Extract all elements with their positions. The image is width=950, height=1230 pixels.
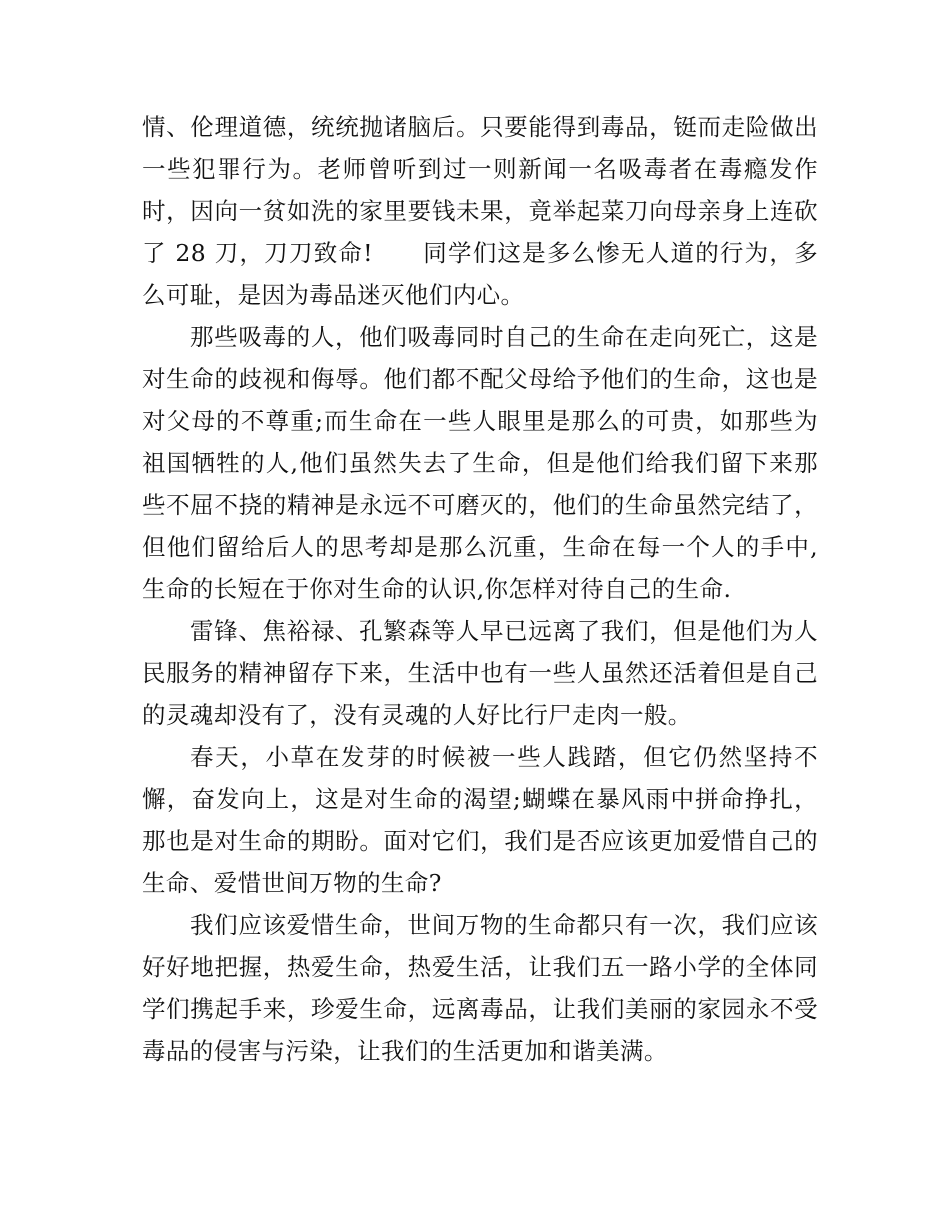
paragraph-5: 我们应该爱惜生命，世间万物的生命都只有一次，我们应该好好地把握，热爱生命，热爱生活，让我们五一路小学的全体同学们携起手来，珍爱生命，远离毒品，让我们美丽的家园永不受毒品的侵害与污染，让我们的生活更加和谐美满。 <box>142 911 818 1065</box>
paragraph-3: 雷锋、焦裕禄、孔繁森等人早已远离了我们，但是他们为人民服务的精神留存下来，生活中也有一些人虽然还活着但是自己的灵魂却没有了，没有灵魂的人好比行尸走肉一般。 <box>142 617 818 729</box>
paragraph-4: 春天，小草在发芽的时候被一些人践踏，但它仍然坚持不懈，奋发向上，这是对生命的渴望;蝴蝶在暴风雨中拼命挣扎，那也是对生命的期盼。面对它们，我们是否应该更加爱惜自己的生命、爱惜世间万物的生命? <box>142 743 818 897</box>
paragraph-2: 那些吸毒的人，他们吸毒同时自己的生命在走向死亡，这是对生命的歧视和侮辱。他们都不配父母给予他们的生命，这也是对父母的不尊重;而生命在一些人眼里是那么的可贵，如那些为祖国牺牲的人,他们虽然失去了生命，但是他们给我们留下来那些不屈不挠的精神是永远不可磨灭的，他们的生命虽然完结了，但他们留给后人的思考却是那么沉重，生命在每一个人的手中,生命的长短在于你对生命的认识,你怎样对待自己的生命. <box>142 323 818 603</box>
paragraph-1: 情、伦理道德，统统抛诸脑后。只要能得到毒品，铤而走险做出一些犯罪行为。老师曾听到过一则新闻一名吸毒者在毒瘾发作时，因向一贫如洗的家里要钱未果，竟举起菜刀向母亲身上连砍了 28 刀，刀刀致命! 同学们这是多么惨无人道的行为，多么可耻，是因为毒品迷灭他们内心。 <box>142 113 818 309</box>
document-body <box>142 106 818 1072</box>
